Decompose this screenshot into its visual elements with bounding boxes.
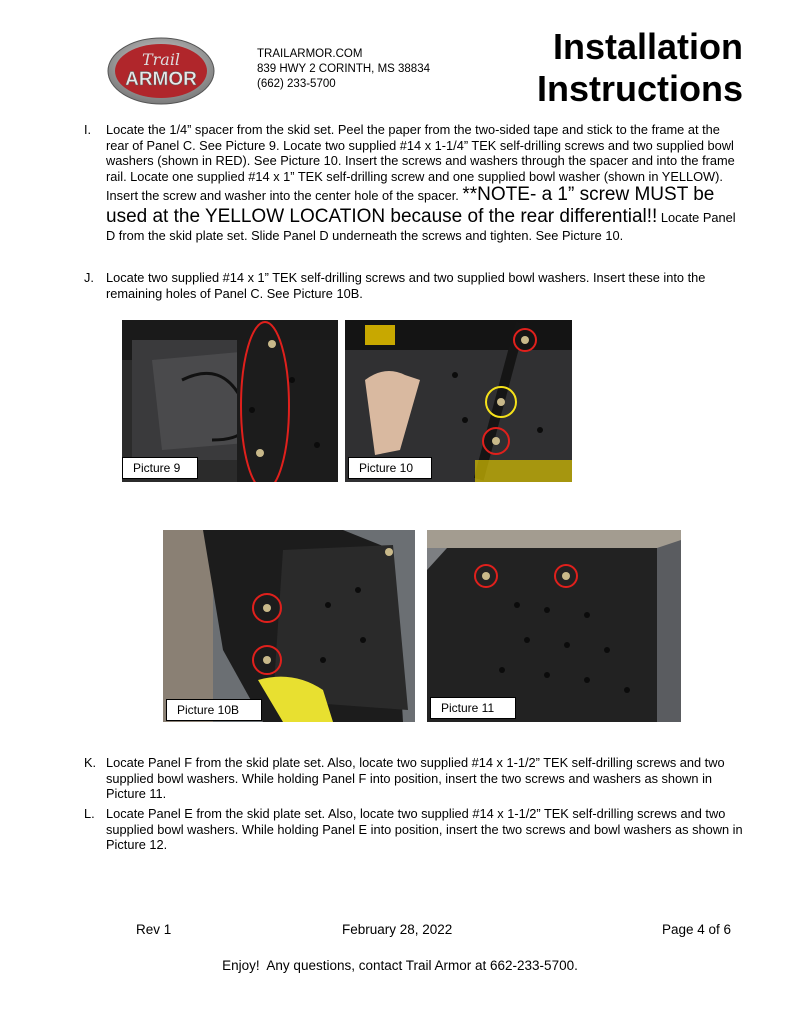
title-line-1: Installation <box>552 26 743 67</box>
step-text: Locate Panel E from the skid plate set. Also, locate two supplied #14 x 1-1/2” TEK self-drilling screws and two supplied bowl washers. While holding Panel E into position, insert the two screws and bowl washers as shown in Picture 12. <box>106 806 743 852</box>
step-i-text-b: Locate Panel D from the skid plate set. Slide Panel D underneath the screws and tighten. See Picture 10. <box>106 210 736 243</box>
footer-page: Page 4 of 6 <box>662 922 732 937</box>
step-marker: L. <box>84 806 95 821</box>
step-marker: J. <box>84 270 94 285</box>
picture-9 <box>122 320 338 482</box>
picture-11-caption: Picture 11 <box>430 697 516 719</box>
step-marker: I. <box>84 122 92 137</box>
company-phone: (662) 233-5700 <box>257 78 336 90</box>
picture-10b <box>163 530 415 722</box>
footer-rev: Rev 1 <box>136 922 172 937</box>
step-text: Locate Panel F from the skid plate set. Also, locate two supplied #14 x 1-1/2” TEK self-drilling screws and two supplied bowl washers. While holding Panel F into position, insert the two screws and washers as shown in Picture 11. <box>106 755 725 801</box>
footer-date: February 28, 2022 <box>342 922 453 937</box>
company-info <box>257 47 430 92</box>
step-marker: K. <box>84 755 97 770</box>
step-i-text-a: Locate the 1/4” spacer from the skid set. Peel the paper from the two-sided tape and stick to the frame at the rear of Panel C. See Picture 9. Locate two supplied #14 x 1-1/4” TEK self-drilling screws and two supplied bowl washers (shown in RED). See Picture 10. Insert the screws and washers through the spacer and into the frame rail. Locate one supplied #14 x 1” TEK self-drilling screw and one supplied bowl washer (shown in YELLOW). Insert the screw and washer into the center hole of the spacer. <box>106 122 735 203</box>
footer-contact: Enjoy! Any questions, contact Trail Armor at 662-233-5700. <box>222 958 578 973</box>
step-i-note: **NOTE- a 1” screw MUST be used at the YELLOW LOCATION because of the rear differential!! <box>106 184 715 227</box>
step-text: Locate two supplied #14 x 1” TEK self-drilling screws and two supplied bowl washers. Insert these into the remaining holes of Panel C. See Picture 10B. <box>106 270 706 301</box>
picture-10 <box>345 320 572 482</box>
picture-10b-caption: Picture 10B <box>166 699 262 721</box>
title-line-2: Instructions <box>536 68 743 109</box>
logo-text-bottom: ARMOR <box>125 69 197 90</box>
logo-text-top: Trail <box>141 50 181 69</box>
picture-9-caption: Picture 9 <box>122 457 198 479</box>
page-title <box>537 26 743 110</box>
picture-10-caption: Picture 10 <box>348 457 432 479</box>
company-address: 839 HWY 2 CORINTH, MS 38834 <box>257 63 430 75</box>
trail-armor-logo <box>107 37 215 105</box>
picture-11 <box>427 530 681 722</box>
step-text <box>106 122 746 244</box>
company-website: TRAILARMOR.COM <box>257 48 363 60</box>
